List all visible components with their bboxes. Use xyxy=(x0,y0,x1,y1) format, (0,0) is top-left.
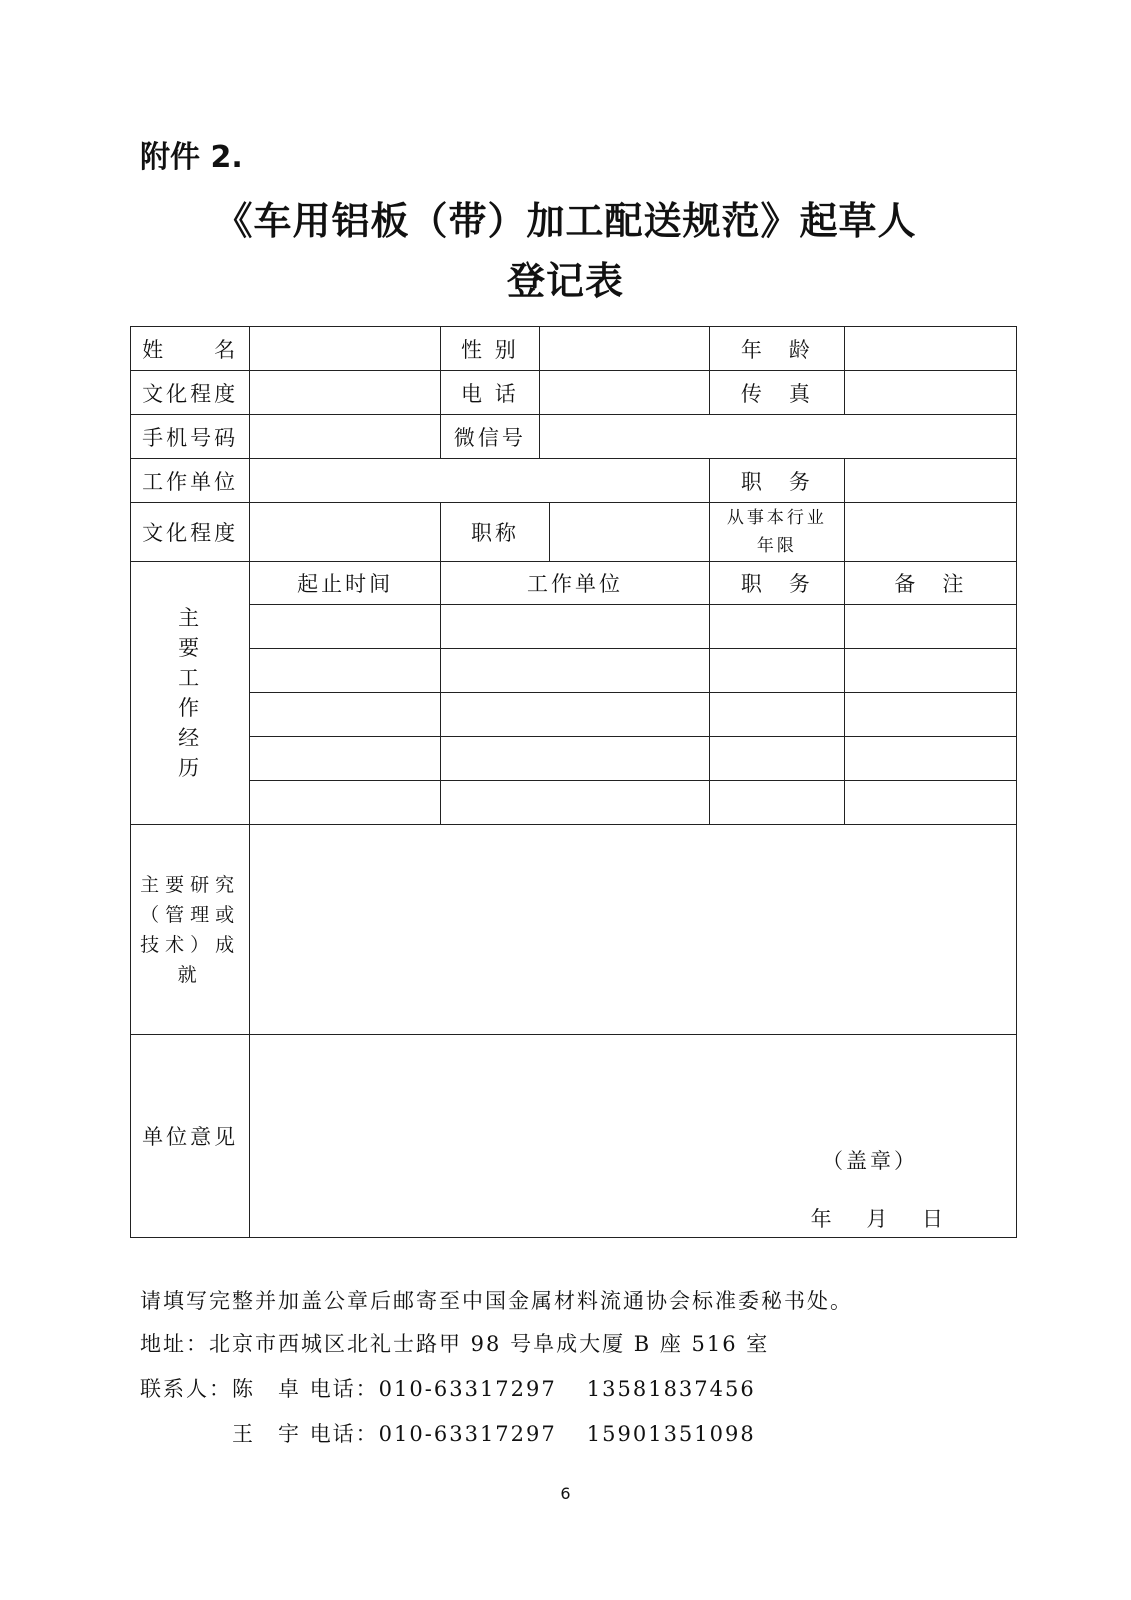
row-name xyxy=(131,327,1017,371)
field-phone[interactable] xyxy=(539,371,709,415)
submission-note: 请填写完整并加盖公章后邮寄至中国金属材料流通协会标准委秘书处。 xyxy=(140,1289,853,1313)
field-education-2[interactable] xyxy=(250,503,441,562)
history-position-cell[interactable] xyxy=(710,649,845,693)
field-age[interactable] xyxy=(844,327,1016,371)
history-remarks-cell[interactable] xyxy=(844,737,1016,781)
history-position-cell[interactable] xyxy=(710,605,845,649)
label-mobile: 手机号码 xyxy=(131,415,250,459)
label-work-history xyxy=(131,562,250,825)
contact2-name: 王 宇 xyxy=(232,1422,301,1446)
history-position-cell[interactable] xyxy=(710,693,845,737)
label-fax: 传 真 xyxy=(710,371,845,415)
contact1-mobile: 13581837456 xyxy=(586,1377,756,1401)
label-wechat: 微信号 xyxy=(440,415,539,459)
seal-note: （盖章） xyxy=(822,1149,918,1173)
field-education[interactable] xyxy=(250,371,441,415)
history-employer-cell[interactable] xyxy=(440,781,709,825)
label-years-in-industry: 从事本行业年限 xyxy=(710,503,845,562)
label-unit-opinion: 单位意见 xyxy=(131,1035,250,1238)
field-wechat[interactable] xyxy=(539,415,1016,459)
history-period-cell[interactable] xyxy=(250,693,441,737)
history-row xyxy=(131,649,1017,693)
history-row xyxy=(131,693,1017,737)
field-achievements[interactable] xyxy=(250,825,1017,1035)
history-employer-cell[interactable] xyxy=(440,693,709,737)
label-age: 年 龄 xyxy=(710,327,845,371)
col-remarks: 备 注 xyxy=(844,562,1016,605)
row-education xyxy=(131,371,1017,415)
page-number: 6 xyxy=(560,1484,571,1503)
work-history-char: 要 xyxy=(178,636,203,660)
field-employer[interactable] xyxy=(250,459,710,503)
label-name: 姓 名 xyxy=(131,327,250,371)
label-achievements: 主要研究（管理或技术）成就 xyxy=(131,825,250,1035)
history-row xyxy=(131,781,1017,825)
label-gender: 性 别 xyxy=(440,327,539,371)
col-position: 职 务 xyxy=(710,562,845,605)
field-mobile[interactable] xyxy=(250,415,441,459)
annex-label: 附件 2. xyxy=(140,140,243,175)
field-unit-opinion[interactable] xyxy=(250,1035,1017,1238)
label-position: 职 务 xyxy=(710,459,845,503)
form-title: 《车用铝板（带）加工配送规范》起草人 xyxy=(214,199,917,243)
field-title-rank[interactable] xyxy=(550,503,710,562)
contact1-name: 陈 卓 xyxy=(232,1377,301,1401)
field-name[interactable] xyxy=(250,327,441,371)
work-history-char: 经 xyxy=(178,726,203,750)
history-remarks-cell[interactable] xyxy=(844,649,1016,693)
label-education: 文化程度 xyxy=(131,371,250,415)
contact2-phone: 电话：010-63317297 xyxy=(309,1422,557,1446)
contact2-mobile: 15901351098 xyxy=(586,1422,756,1446)
address: 地址：北京市西城区北礼士路甲 98 号阜成大厦 B 座 516 室 xyxy=(140,1332,770,1356)
work-history-char: 历 xyxy=(178,756,203,780)
history-position-cell[interactable] xyxy=(710,781,845,825)
contact-line-2 xyxy=(232,1418,756,1448)
label-title-rank: 职称 xyxy=(440,503,549,562)
field-fax[interactable] xyxy=(844,371,1016,415)
history-position-cell[interactable] xyxy=(710,737,845,781)
history-period-cell[interactable] xyxy=(250,649,441,693)
col-period: 起止时间 xyxy=(250,562,441,605)
contact1-phone: 电话：010-63317297 xyxy=(309,1377,557,1401)
history-employer-cell[interactable] xyxy=(440,605,709,649)
label-education-2: 文化程度 xyxy=(131,503,250,562)
history-employer-cell[interactable] xyxy=(440,649,709,693)
history-row xyxy=(131,737,1017,781)
work-history-char: 主 xyxy=(178,606,203,630)
row-unit-opinion xyxy=(131,1035,1017,1238)
work-history-char: 工 xyxy=(178,666,203,690)
history-period-cell[interactable] xyxy=(250,605,441,649)
registration-form xyxy=(130,326,1017,1238)
history-row xyxy=(131,605,1017,649)
history-employer-cell[interactable] xyxy=(440,737,709,781)
row-employer xyxy=(131,459,1017,503)
history-remarks-cell[interactable] xyxy=(844,605,1016,649)
history-period-cell[interactable] xyxy=(250,737,441,781)
history-remarks-cell[interactable] xyxy=(844,781,1016,825)
field-years-in-industry[interactable] xyxy=(844,503,1016,562)
contact-line-1 xyxy=(140,1373,756,1403)
row-history-header xyxy=(131,562,1017,605)
contact-label: 联系人： xyxy=(140,1377,232,1401)
col-employer: 工作单位 xyxy=(440,562,709,605)
row-achievements xyxy=(131,825,1017,1035)
form-subtitle: 登记表 xyxy=(506,259,624,303)
row-title-rank xyxy=(131,503,1017,562)
work-history-char: 作 xyxy=(178,696,203,720)
label-phone: 电 话 xyxy=(440,371,539,415)
field-gender[interactable] xyxy=(539,327,709,371)
date-line: 年 月 日 xyxy=(810,1207,946,1231)
row-mobile xyxy=(131,415,1017,459)
history-period-cell[interactable] xyxy=(250,781,441,825)
field-position[interactable] xyxy=(844,459,1016,503)
label-employer: 工作单位 xyxy=(131,459,250,503)
history-remarks-cell[interactable] xyxy=(844,693,1016,737)
